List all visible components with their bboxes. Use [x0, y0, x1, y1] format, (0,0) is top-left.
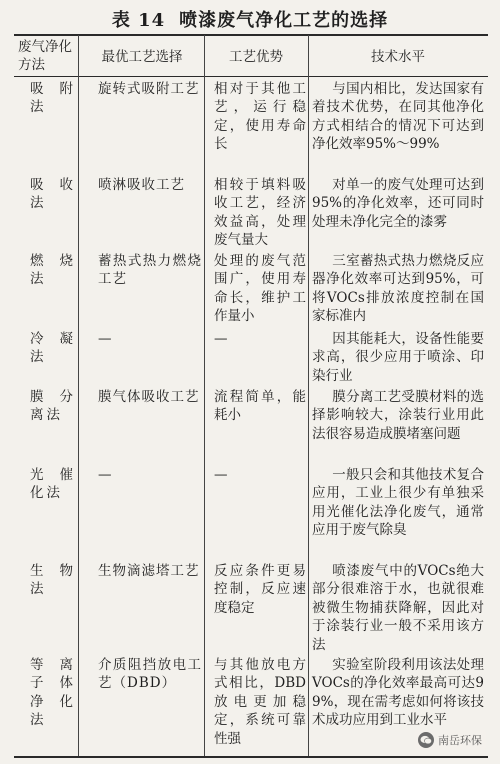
table-caption: 喷漆废气净化工艺的选择 — [179, 10, 389, 31]
cell-advantage: 处理的废气范围广，使用寿命长，维护工作量小 — [214, 253, 306, 325]
cell-advantage: 流程简单，能耗小 — [214, 389, 306, 424]
cell-advantage: 反应条件更易控制，反应速度稳定 — [214, 563, 306, 616]
cell-process: 旋转式吸附工艺 — [98, 81, 200, 97]
cell-method: 吸附法 — [30, 81, 76, 116]
table-title — [0, 6, 500, 32]
watermark-text: 南岳环保 — [438, 734, 482, 747]
watermark — [414, 730, 486, 750]
header-level: 技术水平 — [371, 49, 425, 65]
cell-advantage: 相对于其他工艺，运行稳定，使用寿命长 — [214, 81, 306, 153]
cell-level: 对单一的废气处理可达到95%的净化效率，还可同时处理未净化完全的漆雾 — [312, 177, 484, 230]
cell-process: 介质阻挡放电工艺（DBD） — [98, 657, 202, 692]
cell-method: 等离子体净化法 — [30, 657, 76, 729]
cell-process: — — [98, 331, 113, 347]
cell-level: 膜分离工艺受膜材料的选择影响较大，涂装行业用此法很容易造成膜堵塞问题 — [312, 389, 484, 442]
cell-level: 与国内相比，发达国家有着技术优势，在同其他净化方式相结合的情况下可达到净化效率95%～99% — [312, 81, 484, 153]
table-number: 表 14 — [111, 10, 166, 31]
cell-process: 膜气体吸收工艺 — [98, 389, 200, 405]
cell-process: 喷淋吸收工艺 — [98, 177, 185, 193]
header-method: 废气净化方法 — [18, 39, 72, 74]
header-advantage: 工艺优势 — [229, 49, 283, 65]
column-divider — [204, 35, 205, 756]
cell-advantage: — — [214, 331, 228, 347]
cell-method: 光催化法 — [30, 467, 76, 502]
wechat-logo-icon — [418, 732, 434, 748]
cell-method: 燃烧法 — [30, 253, 76, 288]
cell-method: 生物法 — [30, 563, 76, 598]
cell-level: 一般只会和其他技术复合应用，工业上很少有单独采用光催化法净化废气，通常应用于废气除臭 — [312, 467, 484, 539]
header-process: 最优工艺选择 — [101, 49, 183, 65]
column-divider — [78, 35, 79, 756]
cell-process: 蓄热式热力燃烧工艺 — [98, 253, 202, 288]
cell-level: 喷漆废气中的VOCs绝大部分很难溶于水，也就很难被微生物捕获降解，因此对于涂装行业一般不采用该方法 — [312, 563, 484, 653]
cell-level: 实验室阶段利用该法处理VOCs的净化效率最高可达99%，现在需考虑如何将该技术成功应用到工业水平 — [312, 657, 484, 729]
cell-advantage: 与其他放电方式相比，DBD放电更加稳定，系统可靠性强 — [214, 657, 306, 747]
cell-process: — — [98, 467, 113, 483]
cell-process: 生物滴滤塔工艺 — [98, 563, 200, 579]
table-bottom-rule — [14, 756, 488, 758]
cell-method: 冷凝法 — [30, 331, 76, 366]
table-top-rule — [14, 34, 488, 36]
cell-advantage: — — [214, 467, 228, 483]
cell-method: 吸收法 — [30, 177, 76, 212]
column-divider — [308, 35, 309, 756]
cell-level: 因其能耗大，设备性能要求高，很少应用于喷涂、印染行业 — [312, 331, 484, 384]
cell-level: 三室蓄热式热力燃烧反应器净化效率可达到95%，可将VOCs排放浓度控制在国家标准内 — [312, 253, 484, 325]
cell-advantage: 相较于填料吸收工艺，经济效益高，处理废气量大 — [214, 177, 306, 249]
table-header-rule — [14, 76, 488, 77]
cell-method: 膜分离法 — [30, 389, 76, 424]
